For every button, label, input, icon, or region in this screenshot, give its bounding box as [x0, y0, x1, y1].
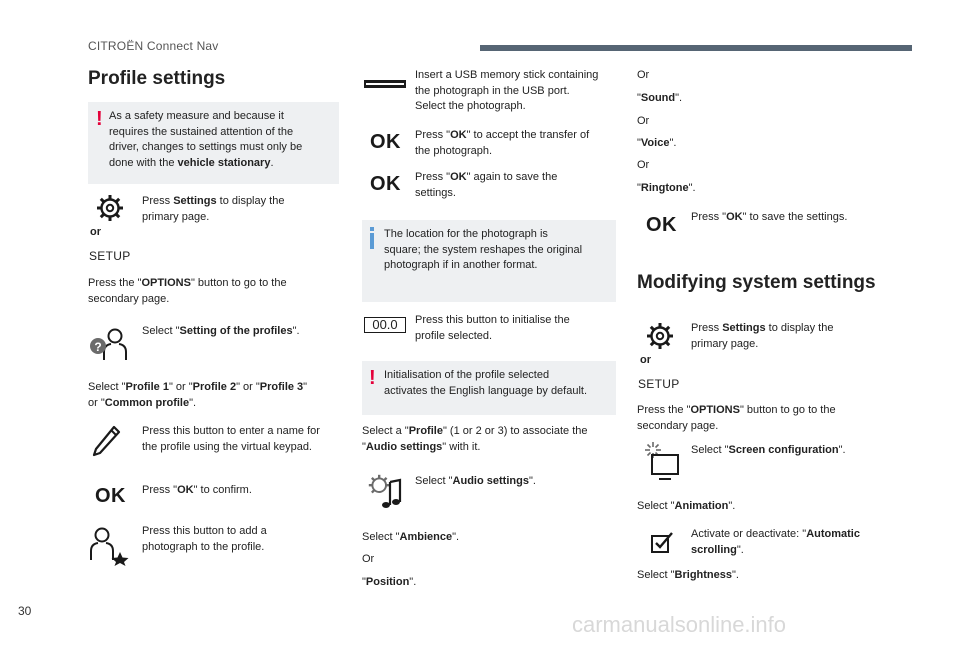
confirm-instruction: Press "OK" to confirm.: [142, 484, 252, 496]
checkbox-icon: [650, 530, 674, 554]
enter-name-instruction: Press this button to enter a name for the profile using the virtual keypad.: [142, 425, 320, 453]
associate-instruction: Select a "Profile" (1 or 2 or 3) to associate the "Audio settings" with it.: [362, 425, 588, 453]
warning-icon: !: [369, 367, 376, 389]
running-header: CITROËN Connect Nav: [88, 39, 219, 53]
options-instruction: Press the "OPTIONS" button to go to the secondary page.: [637, 404, 836, 432]
sound-option: "Sound".: [637, 92, 683, 104]
add-photo-instruction: Press this button to add a photograph to the profile.: [142, 525, 267, 553]
initialise-instruction: Press this button to initialise the profile selected.: [415, 314, 570, 342]
ok-icon: OK: [95, 485, 126, 507]
warning-box: ! Initialisation of the profile selected activates the English language by default.: [362, 361, 616, 415]
accept-transfer-instruction: Press "OK" to accept the transfer of the photograph.: [415, 129, 590, 157]
select-profile-instruction: Select "Profile 1" or "Profile 2" or "Profile 3" or "Common profile".: [88, 381, 308, 409]
ok-icon: OK: [370, 173, 401, 195]
reset-button-icon: 00.0: [364, 317, 406, 333]
section-title-system: Modifying system settings: [637, 272, 876, 293]
info-icon: [370, 227, 374, 249]
select-setting-profiles: Select "Setting of the profiles".: [142, 325, 300, 337]
options-instruction: Press the "OPTIONS" button to go to the secondary page.: [88, 277, 287, 305]
screen-configuration-icon: [644, 441, 684, 481]
or-text: Or: [637, 159, 650, 171]
or-text: Or: [637, 69, 650, 81]
activate-automatic-scrolling: Activate or deactivate: "Automatic scrolling".: [691, 528, 860, 556]
usb-icon: [364, 80, 406, 88]
select-animation: Select "Animation".: [637, 500, 736, 512]
voice-option: "Voice".: [637, 137, 677, 149]
usb-instruction: Insert a USB memory stick containing the photograph in the USB port. Select the photograph.: [415, 69, 599, 112]
info-box: The location for the photograph is square; the system reshapes the original photograph if in another format.: [362, 220, 616, 302]
profile-question-icon: [88, 326, 130, 362]
watermark: carmanualsonline.info: [572, 612, 787, 637]
select-brightness: Select "Brightness".: [637, 569, 739, 581]
or-text: Or: [637, 115, 650, 127]
page-number: 30: [18, 604, 32, 618]
header-bar: [480, 45, 912, 51]
ringtone-option: "Ringtone".: [637, 182, 696, 194]
svg-text:?: ?: [94, 340, 102, 354]
setup-label: SETUP: [638, 377, 680, 391]
select-audio-settings: Select "Audio settings".: [415, 475, 536, 487]
select-ambience: Select "Ambience".: [362, 531, 460, 543]
save-again-instruction: Press "OK" again to save the settings.: [415, 171, 558, 199]
ok-icon: OK: [646, 214, 677, 236]
gear-icon: [96, 194, 124, 222]
section-title-profile: Profile settings: [88, 68, 226, 89]
warning-icon: !: [96, 108, 103, 130]
select-screen-configuration: Select "Screen configuration".: [691, 444, 846, 456]
position-option: "Position".: [362, 576, 417, 588]
profile-star-icon: [88, 526, 132, 566]
save-settings-instruction: Press "OK" to save the settings.: [691, 211, 848, 223]
gear-icon: [646, 322, 674, 350]
pencil-icon: [92, 424, 122, 458]
warning-box: ! As a safety measure and because it requires the sustained attention of the driver, changes to settings must only be done with the vehicle stationary.: [88, 102, 339, 184]
or-label: or: [90, 226, 101, 238]
or-text: Or: [362, 553, 375, 565]
or-label: or: [640, 354, 651, 366]
settings-instruction: Press Settings to display the primary page.: [142, 195, 285, 223]
settings-instruction: Press Settings to display the primary page.: [691, 322, 834, 350]
audio-settings-icon: [366, 472, 406, 510]
ok-icon: OK: [370, 131, 401, 153]
setup-label: SETUP: [89, 249, 131, 263]
